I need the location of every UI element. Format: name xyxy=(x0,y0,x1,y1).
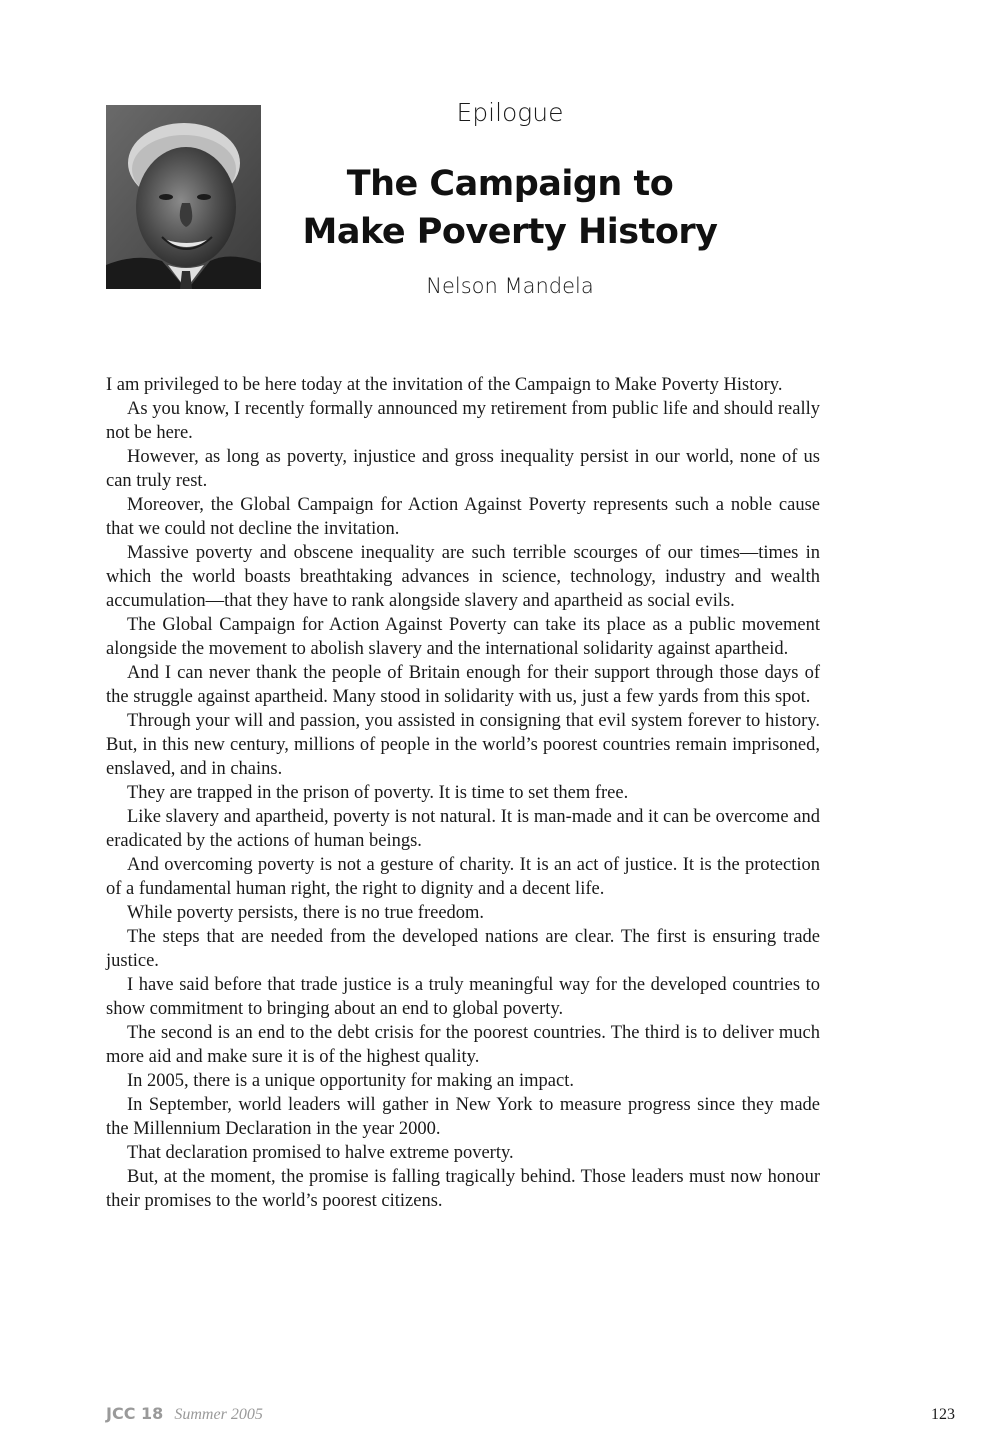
journal-issue: Summer 2005 xyxy=(174,1406,263,1423)
paragraph-19: But, at the moment, the promise is falling tragically behind. Those leaders must now honour their promises to the world’s poorest citizens. xyxy=(106,1167,820,1211)
author-name: Nelson Mandela xyxy=(426,274,594,298)
paragraph-18: That declaration promised to halve extreme poverty. xyxy=(127,1143,514,1163)
article-title-line-1: The Campaign to xyxy=(346,164,674,204)
paragraph-12: While poverty persists, there is no true freedom. xyxy=(127,903,485,923)
article-title-line-2: Make Poverty History xyxy=(302,212,718,252)
paragraph-10: Like slavery and apartheid, poverty is not natural. It is man-made and it can be overcome and eradicated by the actions of human beings. xyxy=(106,807,820,851)
paragraph-17: In September, world leaders will gather in New York to measure progress since they made the Millennium Declaration in the year 2000. xyxy=(106,1095,820,1139)
author-portrait-photo xyxy=(106,105,261,289)
paragraph-7: And I can never thank the people of Britain enough for their support through those days of the struggle against apartheid. Many stood in solidarity with us, just a few yards from this spot. xyxy=(106,663,820,707)
paragraph-14: I have said before that trade justice is a truly meaningful way for the developed countries to show commitment to bringing about an end to global poverty. xyxy=(106,975,820,1019)
paragraph-3: However, as long as poverty, injustice and gross inequality persist in our world, none of us can truly rest. xyxy=(106,447,820,491)
article-body xyxy=(106,373,820,1213)
portrait-photo-icon xyxy=(106,105,261,289)
article-title xyxy=(270,160,750,256)
paragraph-15: The second is an end to the debt crisis for the poorest countries. The third is to deliver much more aid and make sure it is of the highest quality. xyxy=(106,1023,820,1067)
paragraph-16: In 2005, there is a unique opportunity for making an impact. xyxy=(127,1071,574,1091)
paragraph-6: The Global Campaign for Action Against Poverty can take its place as a public movement alongside the movement to abolish slavery and the international solidarity against apartheid. xyxy=(106,615,820,659)
paragraph-1: I am privileged to be here today at the invitation of the Campaign to Make Poverty History. xyxy=(106,375,783,395)
paragraph-11: And overcoming poverty is not a gesture of charity. It is an act of justice. It is the protection of a fundamental human right, the right to dignity and a decent life. xyxy=(106,855,820,899)
paragraph-13: The steps that are needed from the developed nations are clear. The first is ensuring trade justice. xyxy=(106,927,820,971)
paragraph-5: Massive poverty and obscene inequality are such terrible scourges of our times—times in which the world boasts breathtaking advances in science, technology, industry and wealth accumulation—that they have to rank alongside slavery and apartheid as social evils. xyxy=(106,543,820,611)
page-number: 123 xyxy=(931,1406,955,1423)
paragraph-8: Through your will and passion, you assisted in consigning that evil system forever to history. But, in this new century, millions of people in the world’s poorest countries remain imprisoned, enslaved, and in chains. xyxy=(106,711,820,779)
section-label: Epilogue xyxy=(456,98,564,127)
journal-name: JCC 18 xyxy=(106,1404,164,1423)
paragraph-9: They are trapped in the prison of poverty. It is time to set them free. xyxy=(127,783,629,803)
paragraph-4: Moreover, the Global Campaign for Action Against Poverty represents such a noble cause that we could not decline the invitation. xyxy=(106,495,820,539)
paragraph-2: As you know, I recently formally announced my retirement from public life and should really not be here. xyxy=(106,399,820,443)
running-footer xyxy=(106,1404,263,1424)
